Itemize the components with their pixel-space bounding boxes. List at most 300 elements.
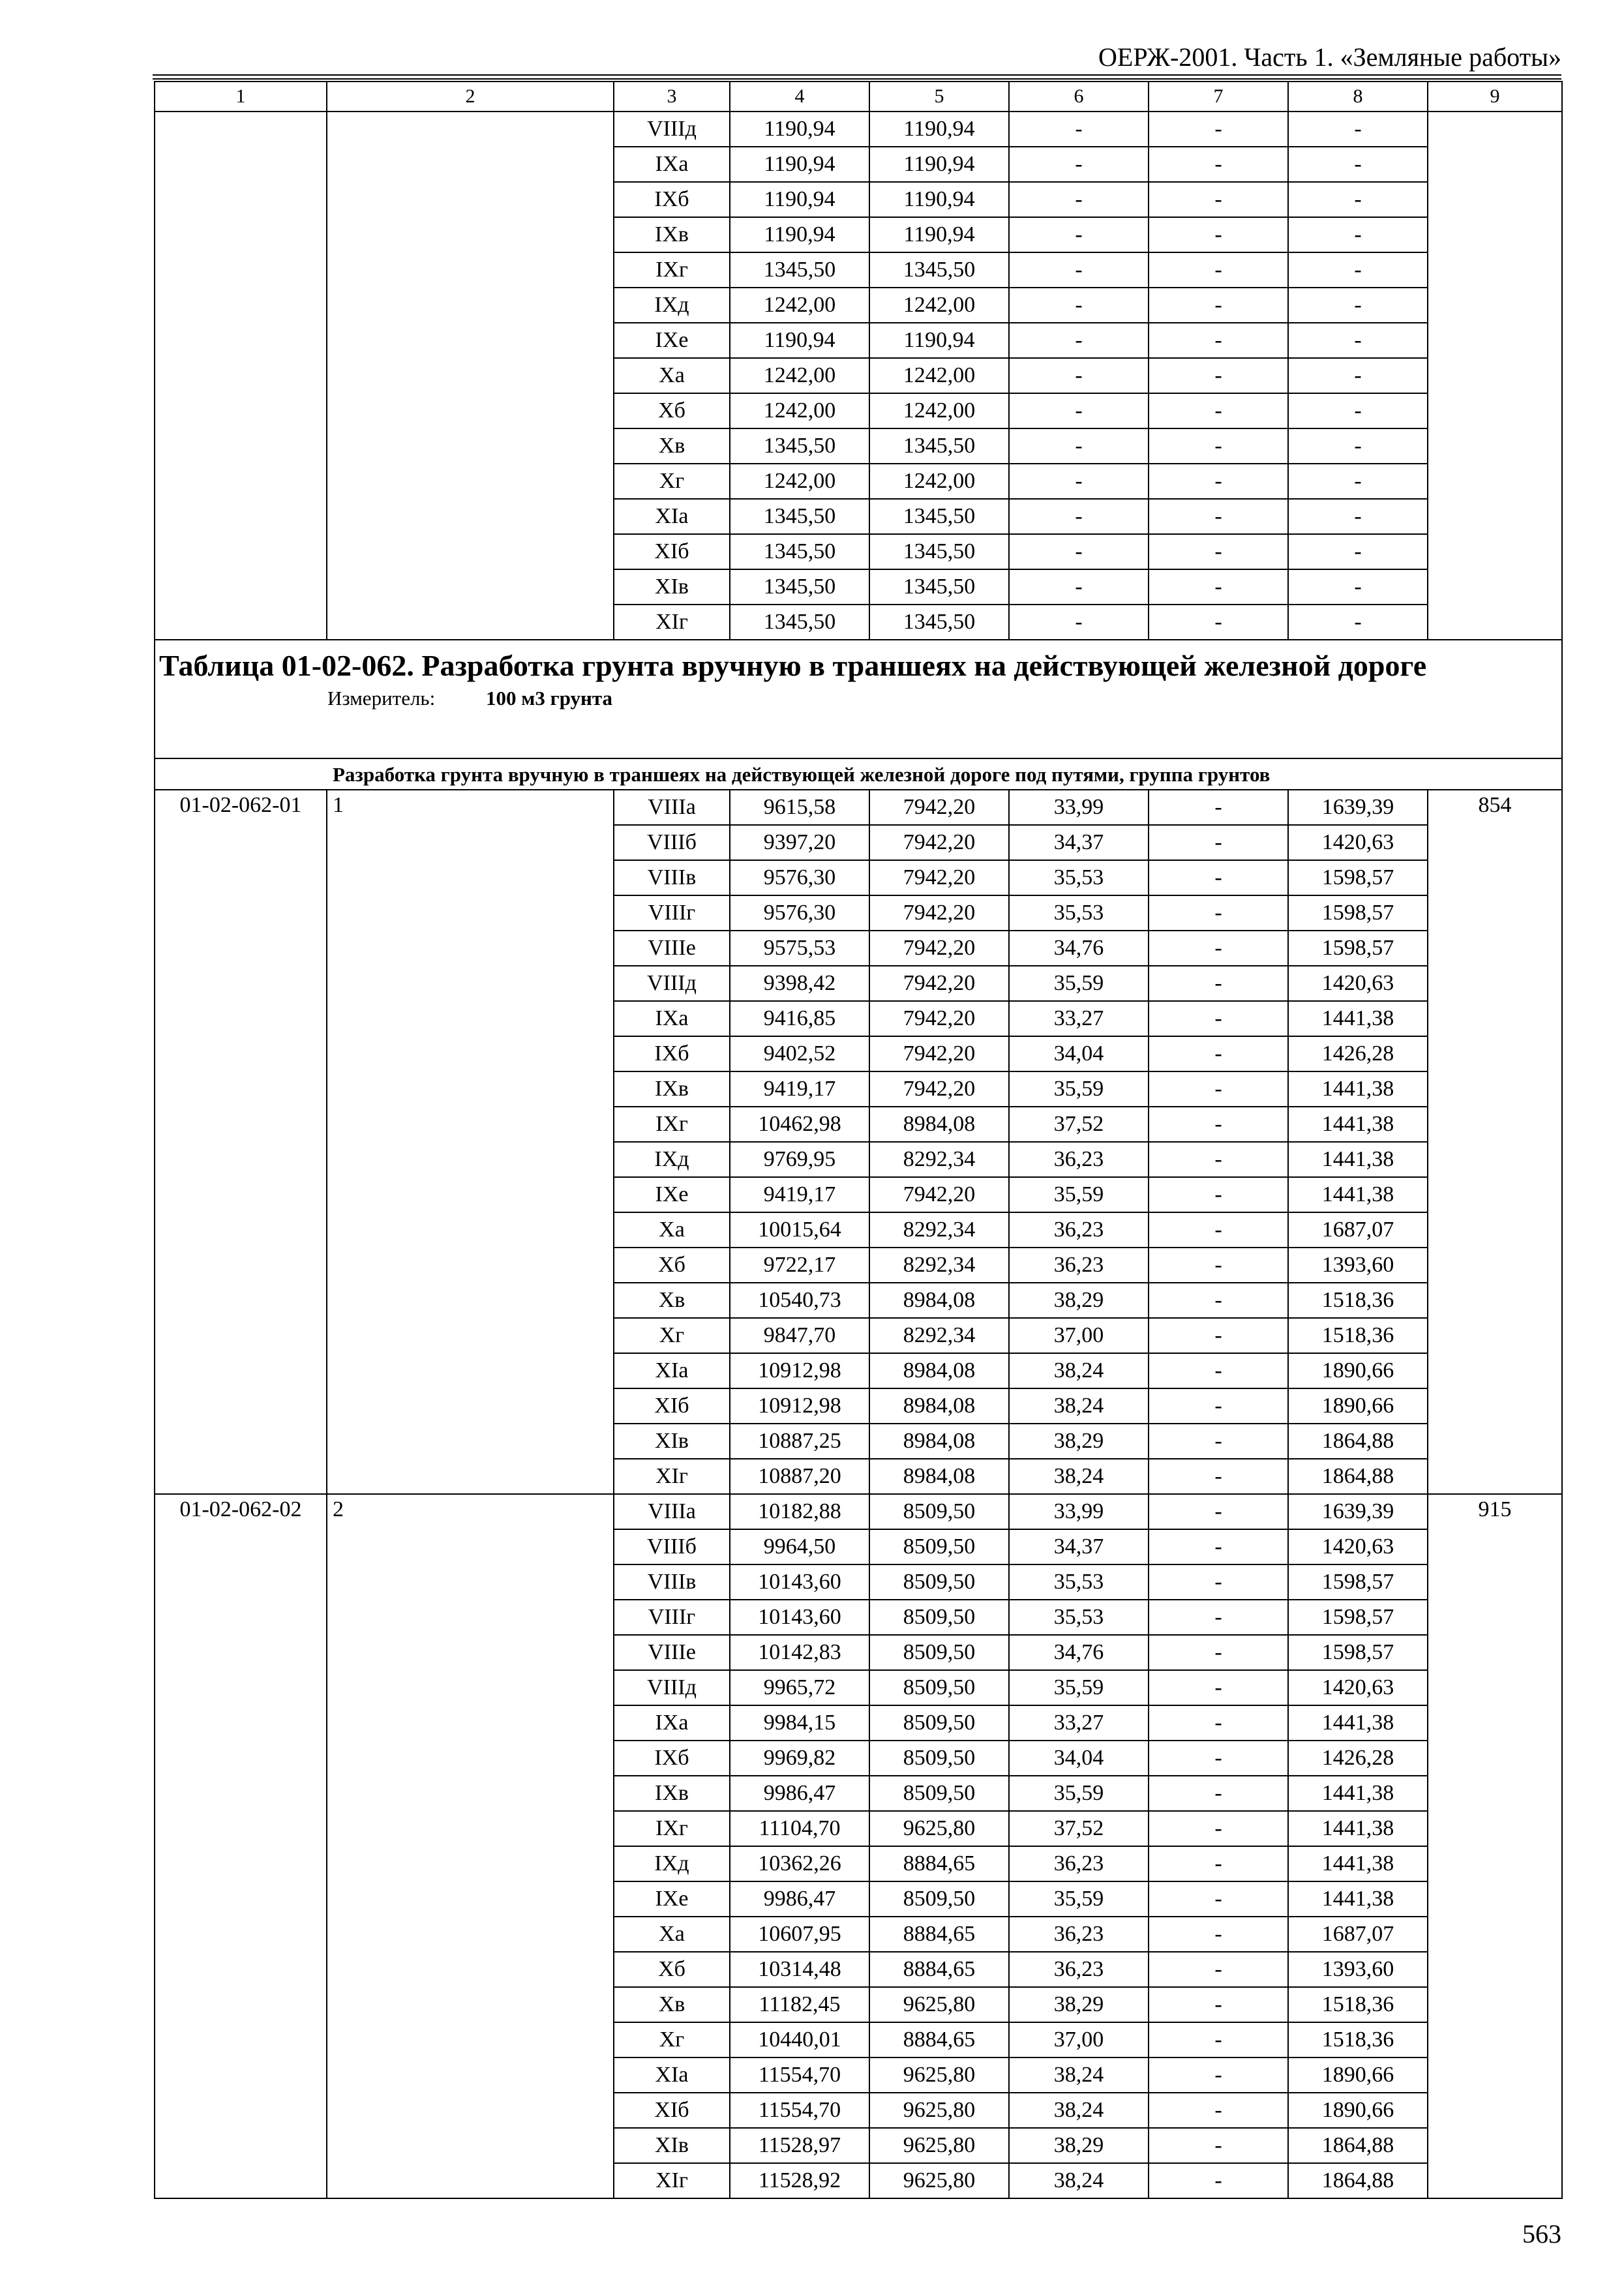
table-cell: 38,29 [1009,1283,1149,1318]
table-cell: Xв [614,1283,730,1318]
measure-line [159,685,1557,711]
table-cell: 34,76 [1009,931,1149,966]
table-cell: XIг [614,2163,730,2198]
table-cell: 36,23 [1009,1952,1149,1987]
table-cell: - [1149,860,1288,895]
table-cell: - [1149,2093,1288,2128]
table-cell: - [1149,1987,1288,2022]
table-cell: - [1009,112,1149,147]
table-cell: 1441,38 [1288,1107,1428,1142]
table-cell: 1393,60 [1288,1952,1428,1987]
table-cell: 1242,00 [869,288,1009,323]
table-cell: 38,24 [1009,2163,1149,2198]
table-cell: - [1288,605,1428,640]
col9-value: 854 [1428,790,1562,1494]
table-cell: - [1149,1036,1288,1071]
table-cell: 38,24 [1009,1388,1149,1424]
table-cell: 1242,00 [869,358,1009,393]
table-cell: VIIIг [614,895,730,931]
table-cell: - [1149,252,1288,288]
table-cell: 33,27 [1009,1705,1149,1741]
table-cell: - [1288,499,1428,534]
table-cell: 8984,08 [869,1424,1009,1459]
table-cell: - [1149,1001,1288,1036]
table-cell: VIIIa [614,790,730,825]
table-cell: 7942,20 [869,1001,1009,1036]
table-cell: 1598,57 [1288,895,1428,931]
rates-table [154,81,1563,2199]
table-cell: - [1149,1952,1288,1987]
table-cell: 11528,97 [730,2128,869,2163]
table-cell: XIв [614,2128,730,2163]
table-cell: IXв [614,217,730,252]
table-cell: - [1149,1600,1288,1635]
table-cell: IXa [614,1705,730,1741]
table-cell: 1598,57 [1288,1564,1428,1600]
code-cell [155,112,327,640]
table-cell: 35,59 [1009,1670,1149,1705]
table-cell: 8509,50 [869,1494,1009,1529]
table-cell: 1190,94 [730,112,869,147]
column-number: 4 [730,82,869,112]
table-cell: 1864,88 [1288,1424,1428,1459]
table-cell: 9419,17 [730,1071,869,1107]
table-cell: 10887,20 [730,1459,869,1494]
table-cell: 1345,50 [869,499,1009,534]
table-cell: IXд [614,288,730,323]
table-cell: - [1149,428,1288,464]
table-cell: IXa [614,147,730,182]
table-cell: 1242,00 [730,393,869,428]
table-cell: IXб [614,182,730,217]
table-cell: 8984,08 [869,1459,1009,1494]
table-cell: 38,24 [1009,1353,1149,1388]
table-cell: 1598,57 [1288,860,1428,895]
table-cell: IXв [614,1071,730,1107]
table-cell: 9964,50 [730,1529,869,1564]
table-cell: 35,59 [1009,966,1149,1001]
table-cell: 8984,08 [869,1353,1009,1388]
table-cell: IXг [614,252,730,288]
table-cell: 1890,66 [1288,1388,1428,1424]
table-cell: 9965,72 [730,1670,869,1705]
table-cell: - [1149,1741,1288,1776]
table-subtitle-row [155,758,1562,790]
table-cell: 1864,88 [1288,1459,1428,1494]
table-cell: - [1149,2163,1288,2198]
table-cell: 36,23 [1009,1846,1149,1881]
table-cell: IXв [614,1776,730,1811]
table-cell: 1441,38 [1288,1705,1428,1741]
table-cell: - [1149,1846,1288,1881]
table-cell: - [1288,217,1428,252]
table-cell: 1687,07 [1288,1212,1428,1248]
table-cell: XIa [614,499,730,534]
table-cell: VIIIe [614,931,730,966]
table-cell: 1890,66 [1288,1353,1428,1388]
table-cell: - [1149,182,1288,217]
table-cell: 10362,26 [730,1846,869,1881]
table-cell: VIIIв [614,1564,730,1600]
table-cell: XIв [614,569,730,605]
table-cell: 11528,92 [730,2163,869,2198]
table-cell: - [1288,393,1428,428]
table-cell: 1890,66 [1288,2093,1428,2128]
table-cell: - [1009,147,1149,182]
table-cell: 8984,08 [869,1388,1009,1424]
table-cell: 34,37 [1009,825,1149,860]
table-cell: 8884,65 [869,2022,1009,2057]
table-cell: 10440,01 [730,2022,869,2057]
table-cell: 35,53 [1009,860,1149,895]
table-cell: 37,52 [1009,1811,1149,1846]
table-cell: - [1149,499,1288,534]
table-cell: 10462,98 [730,1107,869,1142]
table-cell: 10015,64 [730,1212,869,1248]
table-cell: IXг [614,1107,730,1142]
table-cell: - [1288,534,1428,569]
table-row [155,1494,1562,1529]
table-cell: 10143,60 [730,1564,869,1600]
table-cell: 1598,57 [1288,931,1428,966]
table-cell: - [1009,464,1149,499]
table-cell: VIIIa [614,1494,730,1529]
table-cell: VIIIг [614,1600,730,1635]
table-cell: - [1288,358,1428,393]
table-cell: IXe [614,1881,730,1917]
measure-value: 100 м3 грунта [486,687,612,710]
table-cell: 1190,94 [730,182,869,217]
table-cell: 1441,38 [1288,1071,1428,1107]
table-cell: - [1149,323,1288,358]
table-cell: 10540,73 [730,1283,869,1318]
table-cell: 1345,50 [869,534,1009,569]
column-number: 6 [1009,82,1149,112]
table-cell: 38,29 [1009,2128,1149,2163]
table-cell: 10887,25 [730,1424,869,1459]
table-cell: 9615,58 [730,790,869,825]
table-cell: - [1288,182,1428,217]
table-cell: - [1149,569,1288,605]
table-cell: 9419,17 [730,1177,869,1212]
table-cell: - [1288,288,1428,323]
column-number: 5 [869,82,1009,112]
header-rule [153,74,1561,76]
table-cell: - [1009,428,1149,464]
table-cell: - [1009,358,1149,393]
table-cell: 9625,80 [869,1987,1009,2022]
rate-code: 01-02-062-02 [155,1494,327,2198]
table-cell: IXд [614,1846,730,1881]
table-cell: 8984,08 [869,1107,1009,1142]
table-cell: 1890,66 [1288,2057,1428,2093]
table-cell: 1393,60 [1288,1248,1428,1283]
table-cell: 8884,65 [869,1952,1009,1987]
table-row [155,790,1562,825]
table-cell: 34,04 [1009,1741,1149,1776]
header-rule-double [153,78,1561,80]
table-cell: 1190,94 [730,147,869,182]
table-cell: 1518,36 [1288,1987,1428,2022]
table-cell: 10142,83 [730,1635,869,1670]
table-cell: 1441,38 [1288,1776,1428,1811]
table-cell: - [1009,288,1149,323]
table-cell: 9769,95 [730,1142,869,1177]
table-cell: 36,23 [1009,1142,1149,1177]
table-cell: - [1149,393,1288,428]
table-cell: - [1149,1388,1288,1424]
table-cell: 8509,50 [869,1564,1009,1600]
table-cell: 9722,17 [730,1248,869,1283]
table-cell: 11182,45 [730,1987,869,2022]
table-cell: 10912,98 [730,1388,869,1424]
table-cell: 34,76 [1009,1635,1149,1670]
table-cell: 7942,20 [869,825,1009,860]
table-cell: VIIIб [614,825,730,860]
col9-value: 915 [1428,1494,1562,2198]
table-cell: 9416,85 [730,1001,869,1036]
table-cell: - [1288,428,1428,464]
table-cell: VIIIд [614,966,730,1001]
table-cell: Xб [614,1952,730,1987]
table-cell: 9625,80 [869,1811,1009,1846]
table-cell: 9575,53 [730,931,869,966]
table-cell: 35,59 [1009,1776,1149,1811]
table-cell: 1598,57 [1288,1600,1428,1635]
table-cell: 1345,50 [730,428,869,464]
table-cell: 9986,47 [730,1776,869,1811]
table-cell: 8292,34 [869,1318,1009,1353]
table-cell: 9625,80 [869,2163,1009,2198]
table-cell: - [1009,499,1149,534]
table-cell: Xг [614,1318,730,1353]
table-cell: 1190,94 [869,112,1009,147]
table-cell: 38,24 [1009,2057,1149,2093]
table-cell: - [1149,790,1288,825]
table-cell: 35,59 [1009,1071,1149,1107]
table-cell: - [1009,323,1149,358]
page-number: 563 [1522,2219,1561,2249]
table-cell: 1441,38 [1288,1846,1428,1881]
table-cell: Xa [614,1212,730,1248]
table-cell: 7942,20 [869,1177,1009,1212]
table-cell: XIa [614,2057,730,2093]
table-cell: - [1149,1212,1288,1248]
table-cell: - [1009,182,1149,217]
table-cell: 7942,20 [869,966,1009,1001]
table-cell: 1639,39 [1288,790,1428,825]
table-cell: Xa [614,1917,730,1952]
table-cell: Xб [614,1248,730,1283]
column-number: 1 [155,82,327,112]
table-cell: 37,00 [1009,1318,1149,1353]
table-cell: - [1149,1283,1288,1318]
table-cell: 11104,70 [730,1811,869,1846]
table-cell: - [1149,1635,1288,1670]
table-cell: IXб [614,1741,730,1776]
table-cell: - [1288,252,1428,288]
table-cell: 1426,28 [1288,1741,1428,1776]
table-cell: 1190,94 [869,323,1009,358]
table-cell: 8509,50 [869,1881,1009,1917]
table-cell: 33,99 [1009,790,1149,825]
table-cell: 1345,50 [730,569,869,605]
table-cell: - [1149,1529,1288,1564]
table-cell: 35,53 [1009,1600,1149,1635]
table-cell: 9576,30 [730,860,869,895]
table-cell: 1190,94 [730,323,869,358]
table-cell: 7942,20 [869,790,1009,825]
table-cell: Xв [614,1987,730,2022]
table-cell: 1242,00 [730,288,869,323]
table-cell: - [1288,464,1428,499]
table-cell: 8509,50 [869,1705,1009,1741]
table-cell: IXe [614,1177,730,1212]
table-cell: - [1288,569,1428,605]
table-cell: VIIIд [614,112,730,147]
table-cell: 9576,30 [730,895,869,931]
table-cell: 7942,20 [869,931,1009,966]
table-cell: 8292,34 [869,1212,1009,1248]
table-cell: - [1288,147,1428,182]
table-cell: 8292,34 [869,1248,1009,1283]
table-cell: 9969,82 [730,1741,869,1776]
table-cell: 1190,94 [869,217,1009,252]
table-cell: 10182,88 [730,1494,869,1529]
table-cell: 10143,60 [730,1600,869,1635]
table-cell: - [1009,569,1149,605]
table-cell: 1518,36 [1288,1283,1428,1318]
table-cell: - [1149,2128,1288,2163]
table-cell: XIб [614,2093,730,2128]
table-cell: - [1149,288,1288,323]
table-cell: 1190,94 [869,182,1009,217]
column-number: 7 [1149,82,1288,112]
table-cell: 37,52 [1009,1107,1149,1142]
table-cell: 1420,63 [1288,1529,1428,1564]
table-cell: 9847,70 [730,1318,869,1353]
table-cell: - [1149,1776,1288,1811]
table-cell: 10607,95 [730,1917,869,1952]
table-cell: 9986,47 [730,1881,869,1917]
table-cell: - [1149,1353,1288,1388]
table-cell: VIIIв [614,860,730,895]
table-cell: Xa [614,358,730,393]
table-cell: Xб [614,393,730,428]
table-cell: 1190,94 [730,217,869,252]
table-cell: XIб [614,534,730,569]
table-cell: 9398,42 [730,966,869,1001]
table-cell: 7942,20 [869,860,1009,895]
table-cell: IXб [614,1036,730,1071]
table-cell: - [1288,112,1428,147]
table-cell: 9625,80 [869,2128,1009,2163]
table-cell: - [1149,895,1288,931]
table-cell: 35,59 [1009,1177,1149,1212]
table-cell: - [1149,534,1288,569]
table-cell: VIIIe [614,1635,730,1670]
table-cell: 1441,38 [1288,1881,1428,1917]
table-row [155,112,1562,147]
table-cell: 37,00 [1009,2022,1149,2057]
table-cell: 36,23 [1009,1212,1149,1248]
table-cell: - [1009,252,1149,288]
soil-group: 1 [327,790,614,1494]
document-title: ОЕРЖ-2001. Часть 1. «Земляные работы» [1098,42,1561,72]
table-cell: - [1009,393,1149,428]
col9-cell [1428,112,1562,640]
table-cell: 1420,63 [1288,966,1428,1001]
column-number: 8 [1288,82,1428,112]
table-cell: 1441,38 [1288,1001,1428,1036]
table-cell: 1242,00 [869,393,1009,428]
table-cell: - [1149,358,1288,393]
table-cell: 1639,39 [1288,1494,1428,1529]
table-cell: - [1009,217,1149,252]
table-cell: 11554,70 [730,2093,869,2128]
table-cell: Xг [614,464,730,499]
table-cell: 10314,48 [730,1952,869,1987]
table-cell: 1426,28 [1288,1036,1428,1071]
table-cell: 1190,94 [869,147,1009,182]
table-cell: 9625,80 [869,2093,1009,2128]
table-cell: 1242,00 [869,464,1009,499]
table-cell: XIв [614,1424,730,1459]
table-cell: 8884,65 [869,1846,1009,1881]
table-cell: - [1149,1811,1288,1846]
table-cell: - [1149,464,1288,499]
table-cell: 10912,98 [730,1353,869,1388]
table-cell: - [1009,534,1149,569]
table-subtitle: Разработка грунта вручную в траншеях на действующей железной дороге под путями, группа грунтов [155,758,1562,790]
table-cell: - [1149,1424,1288,1459]
table-cell: 11554,70 [730,2057,869,2093]
page-header [153,39,1561,77]
table-cell: 7942,20 [869,895,1009,931]
table-cell: VIIIб [614,1529,730,1564]
table-cell: VIIIд [614,1670,730,1705]
table-cell: 1345,50 [730,534,869,569]
table-cell: 1441,38 [1288,1811,1428,1846]
table-cell: - [1149,1670,1288,1705]
table-cell: 8509,50 [869,1600,1009,1635]
table-cell: IXa [614,1001,730,1036]
table-cell: 9984,15 [730,1705,869,1741]
table-cell: 8984,08 [869,1283,1009,1318]
table-cell: - [1149,1248,1288,1283]
table-cell: - [1149,217,1288,252]
table-cell: 1864,88 [1288,2163,1428,2198]
table-cell: - [1149,112,1288,147]
table-cell: XIa [614,1353,730,1388]
table-cell: 9402,52 [730,1036,869,1071]
table-cell: 1518,36 [1288,2022,1428,2057]
table-cell: 1441,38 [1288,1177,1428,1212]
table-cell: 9397,20 [730,825,869,860]
table-cell: 8509,50 [869,1635,1009,1670]
table-cell: 38,24 [1009,1459,1149,1494]
table-cell: 1864,88 [1288,2128,1428,2163]
table-cell: 33,99 [1009,1494,1149,1529]
measure-label: Измеритель: [327,687,436,710]
table-cell: 8509,50 [869,1670,1009,1705]
table-cell: 38,29 [1009,1987,1149,2022]
table-cell: 36,23 [1009,1248,1149,1283]
table-cell: - [1149,1177,1288,1212]
table-cell: 1598,57 [1288,1635,1428,1670]
table-cell: - [1149,1705,1288,1741]
table-cell: 7942,20 [869,1071,1009,1107]
